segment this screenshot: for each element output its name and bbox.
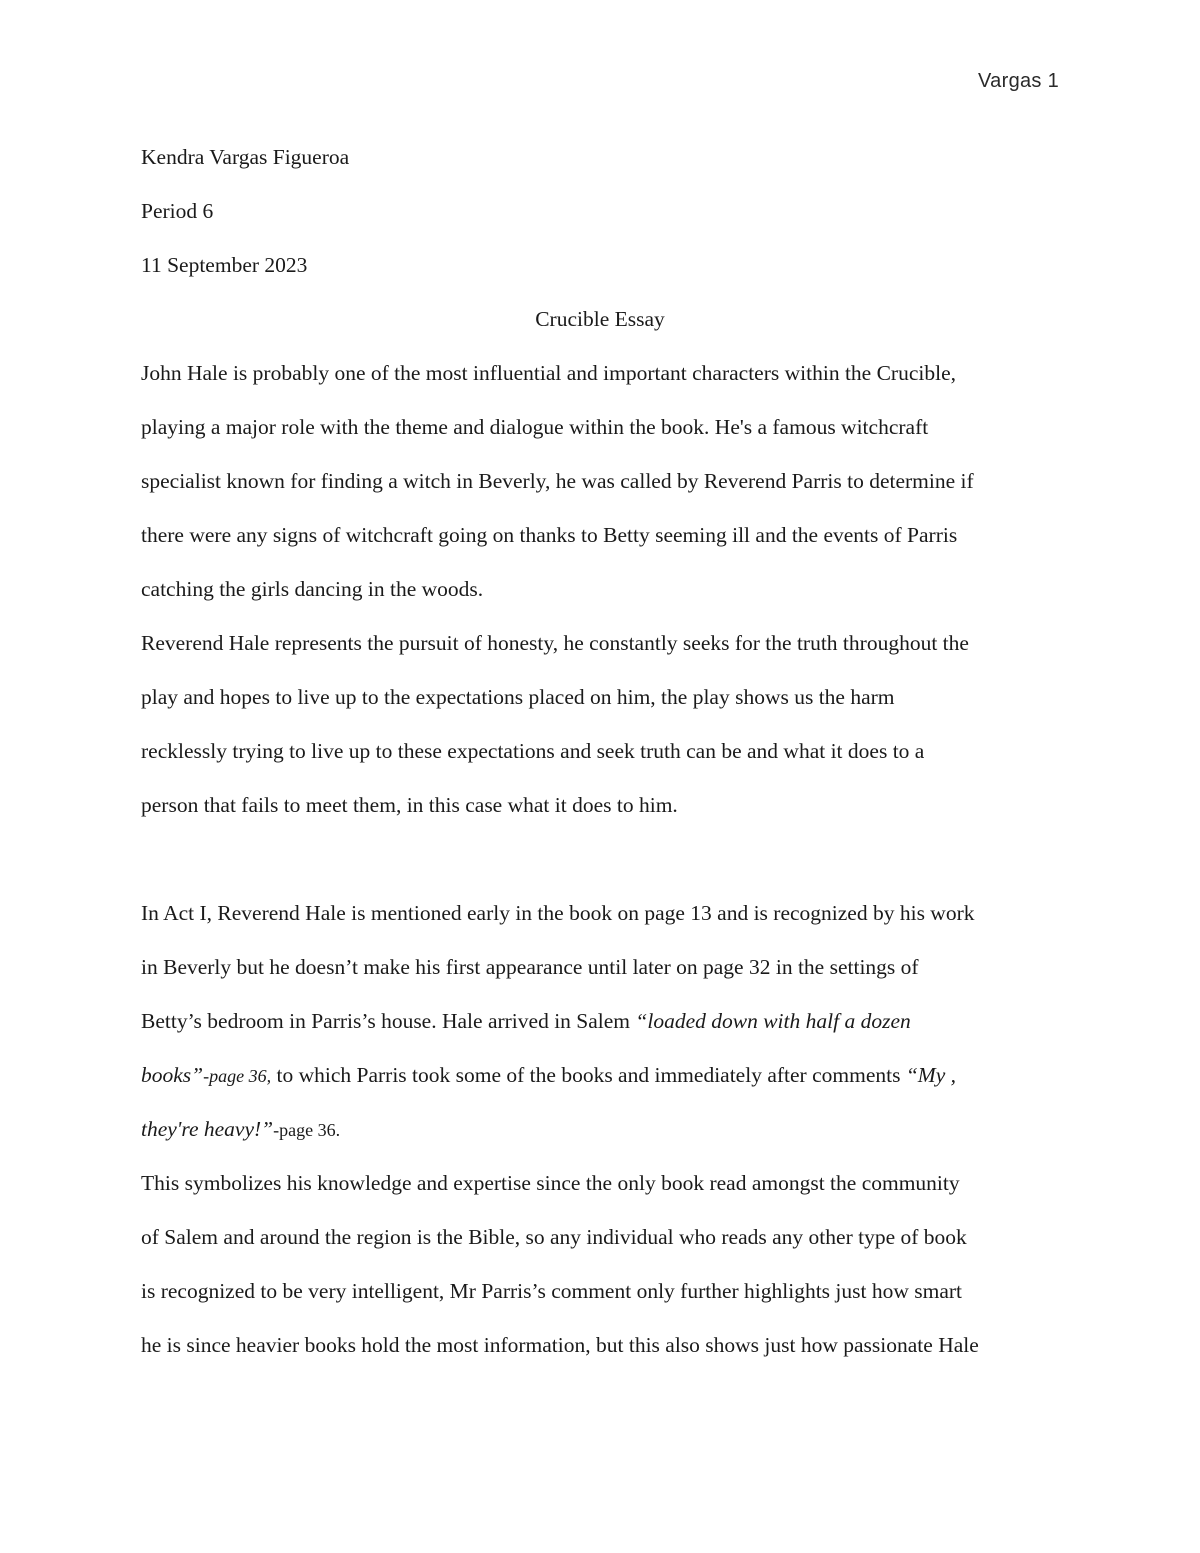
quotation: they're heavy!”: [141, 1117, 274, 1141]
paragraph-3-line: in Beverly but he doesn’t make his first appearance until later on page 32 in the settings of: [141, 955, 919, 979]
paragraph-3-line: [141, 1007, 1061, 1035]
paragraph-1-line: there were any signs of witchcraft going on thanks to Betty seeming ill and the events of Parris: [141, 523, 958, 547]
page-header: Vargas 1: [978, 70, 1059, 92]
paragraph-1-line: John Hale is probably one of the most influential and important characters within the Crucible,: [141, 361, 956, 385]
paragraph-4-line: is recognized to be very intelligent, Mr Parris’s comment only further highlights just how smart: [141, 1279, 963, 1303]
paragraph-2-line: play and hopes to live up to the expectations placed on him, the play shows us the harm: [141, 685, 895, 709]
quotation: “My ,: [905, 1063, 956, 1087]
paragraph-1-line: specialist known for finding a witch in Beverly, he was called by Reverend Parris to determine if: [141, 469, 974, 493]
paragraph-3-line: [141, 1115, 1061, 1144]
paragraph-2-line: recklessly trying to live up to these expectations and seek truth can be and what it does to a: [141, 739, 925, 763]
paragraph-3-line: In Act I, Reverend Hale is mentioned early in the book on page 13 and is recognized by his work: [141, 901, 975, 925]
quotation: books”: [141, 1063, 204, 1087]
quotation: “loaded down with half a dozen: [635, 1009, 911, 1033]
class-period: Period 6: [141, 199, 214, 223]
body-text: Betty’s bedroom in Parris’s house. Hale arrived in Salem: [141, 1009, 636, 1033]
paragraph-1-line: playing a major role with the theme and dialogue within the book. He's a famous witchcraft: [141, 415, 929, 439]
paragraph-2-line: person that fails to meet them, in this case what it does to him.: [141, 793, 678, 817]
paragraph-4-line: he is since heavier books hold the most information, but this also shows just how passionate Hale: [141, 1333, 979, 1357]
paragraph-1-line: catching the girls dancing in the woods.: [141, 577, 484, 601]
author-name: Kendra Vargas Figueroa: [141, 145, 350, 169]
paragraph-4-line: This symbolizes his knowledge and expertise since the only book read amongst the community: [141, 1171, 960, 1195]
paragraph-4-line: of Salem and around the region is the Bible, so any individual who reads any other type of book: [141, 1225, 967, 1249]
body-text: to which Parris took some of the books and immediately after comments: [271, 1063, 906, 1087]
page-citation: -page 36.: [273, 1120, 341, 1140]
page-citation: -page 36,: [203, 1066, 272, 1086]
paragraph-2-line: Reverend Hale represents the pursuit of honesty, he constantly seeks for the truth throughout the: [141, 631, 969, 655]
paragraph-3-line: [141, 1061, 1061, 1090]
essay-date: 11 September 2023: [141, 253, 308, 277]
essay-title: Crucible Essay: [535, 307, 665, 331]
